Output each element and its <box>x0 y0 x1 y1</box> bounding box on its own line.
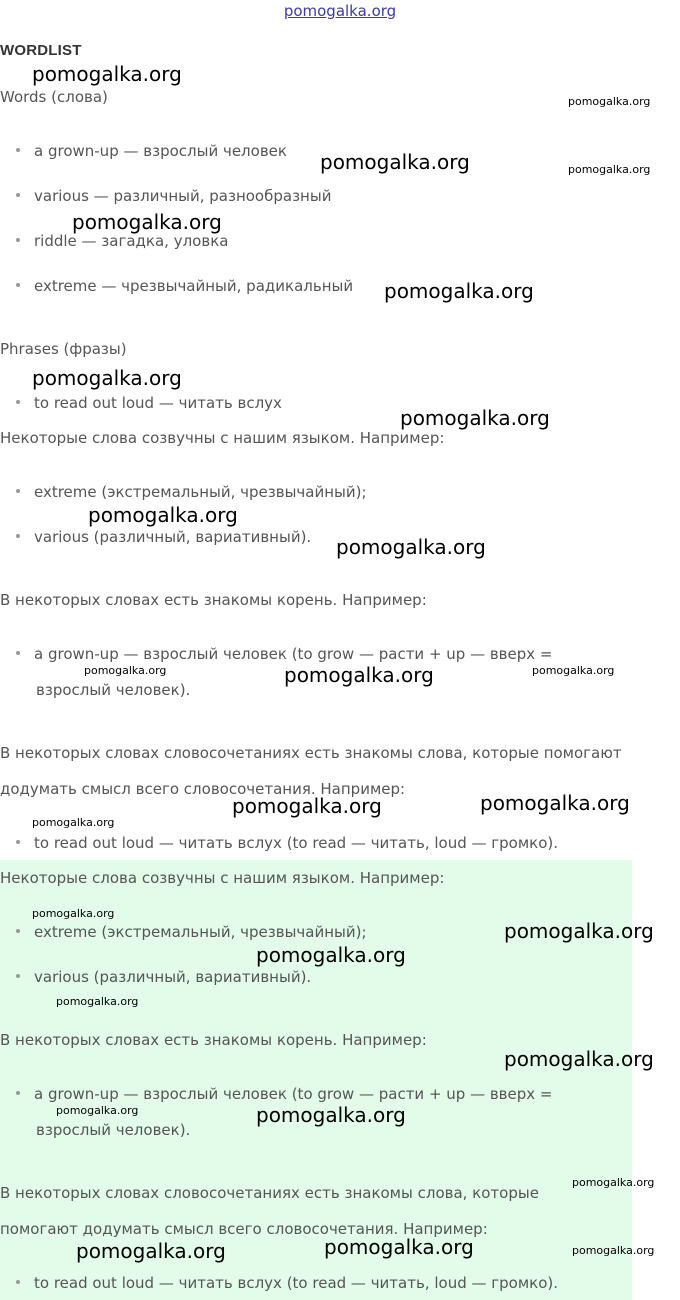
phrase-intro-continuation: додумать смысл всего словосочетания. Например: <box>0 780 406 798</box>
word-list-item: a grown-up — взрослый человек <box>16 142 287 160</box>
watermark: pomogalka.org <box>324 1235 474 1259</box>
answer-root-item-continuation: взрослый человек). <box>36 1121 191 1139</box>
watermark: pomogalka.org <box>32 366 182 390</box>
bullet-icon <box>16 489 20 493</box>
answer-phrase-item: to read out loud — читать вслух (to read — читать, loud — громко). <box>16 1274 558 1292</box>
bullet-icon <box>16 238 20 242</box>
phrase-example-item: to read out loud — читать вслух (to read — читать, loud — громко). <box>16 834 558 852</box>
consonant-item: various (различный, вариативный). <box>16 528 311 546</box>
bullet-icon <box>16 400 20 404</box>
bullet-icon <box>16 840 20 844</box>
consonant-intro: Некоторые слова созвучны с нашим языком. Например: <box>0 429 445 447</box>
watermark: pomogalka.org <box>284 663 434 687</box>
watermark: pomogalka.org <box>232 794 382 818</box>
bullet-icon <box>16 148 20 152</box>
watermark: pomogalka.org <box>568 163 651 176</box>
phrase-intro: В некоторых словах словосочетаниях есть знакомы слова, которые помогают <box>0 744 622 762</box>
word-list-item: various — различный, разнообразный <box>16 187 331 205</box>
watermark: pomogalka.org <box>572 1176 655 1189</box>
watermark: pomogalka.org <box>504 919 654 943</box>
phrase-list-item: to read out loud — читать вслух <box>16 394 282 412</box>
watermark: pomogalka.org <box>84 664 167 677</box>
bullet-icon <box>16 193 20 197</box>
watermark: pomogalka.org <box>568 95 651 108</box>
bullet-icon <box>16 1091 20 1095</box>
bullet-icon <box>16 534 20 538</box>
answer-consonant-item: extreme (экстремальный, чрезвычайный); <box>16 923 367 941</box>
answer-root-item: a grown-up — взрослый человек (to grow — расти + up — вверх = <box>16 1085 553 1103</box>
word-list-item: riddle — загадка, уловка <box>16 232 228 250</box>
watermark: pomogalka.org <box>56 1104 139 1117</box>
watermark: pomogalka.org <box>56 995 139 1008</box>
watermark: pomogalka.org <box>256 943 406 967</box>
site-header-link[interactable]: pomogalka.org <box>283 2 397 20</box>
consonant-item: extreme (экстремальный, чрезвычайный); <box>16 483 367 501</box>
words-section-title: Words (слова) <box>0 88 108 106</box>
root-item: a grown-up — взрослый человек (to grow — расти + up — вверх = <box>16 645 553 663</box>
watermark: pomogalka.org <box>400 406 550 430</box>
watermark: pomogalka.org <box>256 1103 406 1127</box>
wordlist-heading: WORDLIST <box>0 42 82 59</box>
watermark: pomogalka.org <box>532 664 615 677</box>
answer-phrase-intro-continuation: помогают додумать смысл всего словосочетания. Например: <box>0 1220 488 1238</box>
bullet-icon <box>16 1280 20 1284</box>
watermark: pomogalka.org <box>32 907 115 920</box>
watermark: pomogalka.org <box>76 1239 226 1263</box>
watermark: pomogalka.org <box>72 210 222 234</box>
bullet-icon <box>16 283 20 287</box>
bullet-icon <box>16 651 20 655</box>
word-list-item: extreme — чрезвычайный, радикальный <box>16 277 353 295</box>
root-intro: В некоторых словах есть знакомы корень. Например: <box>0 591 427 609</box>
answer-phrase-intro: В некоторых словах словосочетаниях есть знакомы слова, которые <box>0 1184 539 1202</box>
root-item-continuation: взрослый человек). <box>36 681 191 699</box>
watermark: pomogalka.org <box>384 279 534 303</box>
phrases-section-title: Phrases (фразы) <box>0 340 127 358</box>
bullet-icon <box>16 929 20 933</box>
watermark: pomogalka.org <box>572 1244 655 1257</box>
answer-root-intro: В некоторых словах есть знакомы корень. Например: <box>0 1031 427 1049</box>
watermark: pomogalka.org <box>336 535 486 559</box>
answer-consonant-item: various (различный, вариативный). <box>16 968 311 986</box>
watermark: pomogalka.org <box>504 1047 654 1071</box>
watermark: pomogalka.org <box>32 62 182 86</box>
watermark: pomogalka.org <box>320 150 470 174</box>
watermark: pomogalka.org <box>32 816 115 829</box>
answer-consonant-intro: Некоторые слова созвучны с нашим языком. Например: <box>0 869 445 887</box>
bullet-icon <box>16 974 20 978</box>
watermark: pomogalka.org <box>88 503 238 527</box>
watermark: pomogalka.org <box>480 791 630 815</box>
